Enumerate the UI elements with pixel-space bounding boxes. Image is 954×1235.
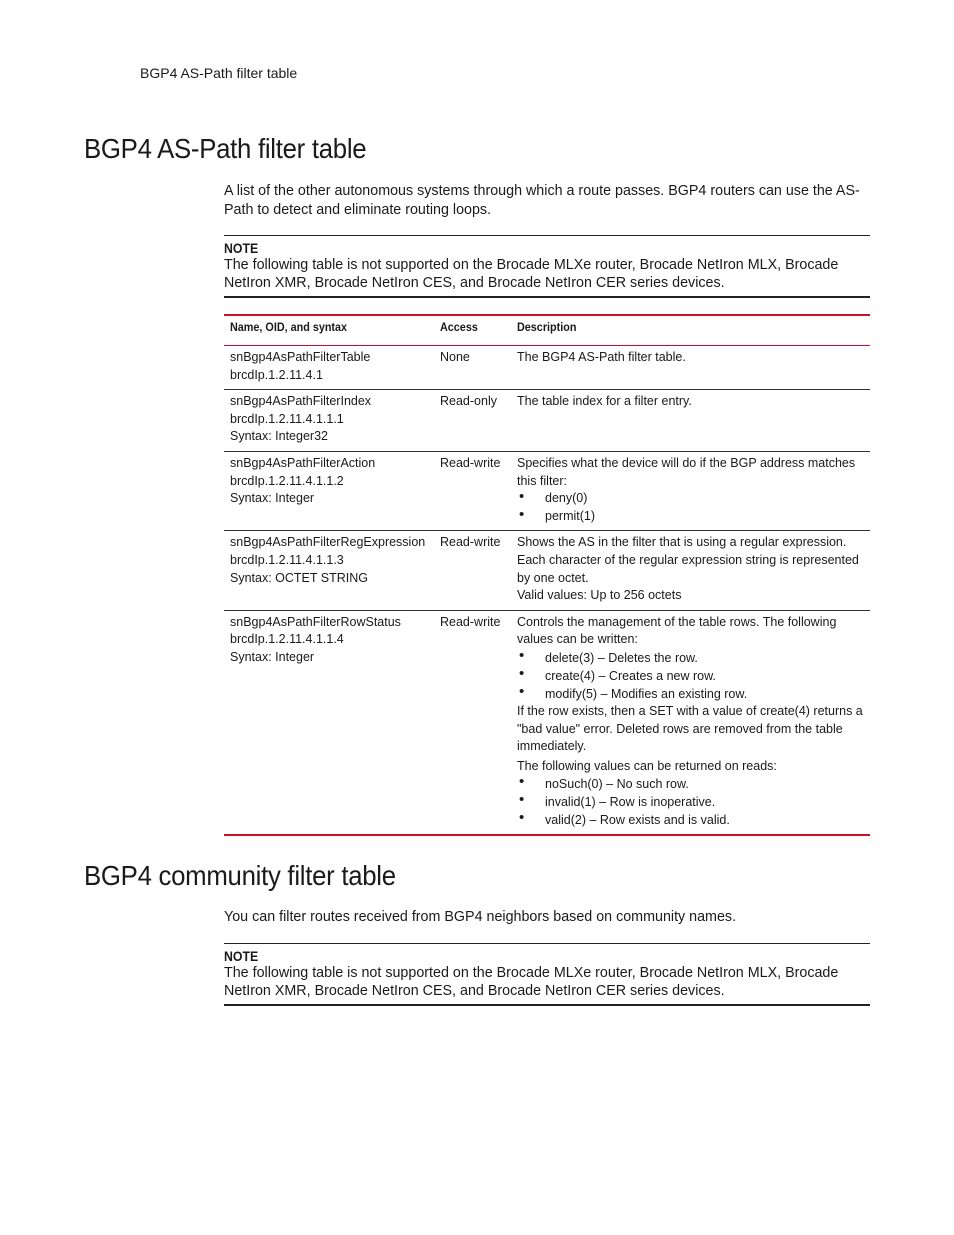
header-description: Description bbox=[511, 315, 870, 346]
table-row bbox=[224, 610, 870, 835]
as-path-filter-table bbox=[224, 314, 870, 836]
list-item: • delete(3) – Deletes the row. bbox=[517, 649, 864, 667]
cell-access: Read-write bbox=[434, 451, 511, 530]
object-name: snBgp4AsPathFilterRegExpression bbox=[230, 535, 426, 550]
section-intro-as-path: A list of the other autonomous systems through which a route passes. BGP4 routers can use the AS-Path to detect and eliminate routing loops. bbox=[224, 183, 860, 218]
table-row bbox=[224, 531, 870, 610]
cell-description bbox=[511, 451, 870, 530]
header-access: Access bbox=[434, 315, 511, 346]
cell-name bbox=[224, 531, 434, 610]
object-syntax: Syntax: Integer bbox=[230, 649, 315, 664]
note-block-community bbox=[224, 943, 870, 1006]
object-oid: brcdIp.1.2.11.4.1.1.3 bbox=[230, 552, 344, 567]
object-syntax: Syntax: OCTET STRING bbox=[230, 570, 368, 585]
cell-description bbox=[511, 346, 870, 390]
cell-access: None bbox=[434, 346, 511, 390]
running-header: BGP4 AS-Path filter table bbox=[140, 65, 298, 81]
cell-description bbox=[511, 390, 870, 452]
object-name: snBgp4AsPathFilterIndex bbox=[230, 394, 372, 409]
description-text: Controls the management of the table rows. The following values can be written: bbox=[517, 614, 837, 647]
object-name: snBgp4AsPathFilterAction bbox=[230, 455, 376, 470]
object-syntax: Syntax: Integer32 bbox=[230, 429, 328, 444]
object-oid: brcdIp.1.2.11.4.1.1.2 bbox=[230, 473, 344, 488]
object-oid: brcdIp.1.2.11.4.1 bbox=[230, 367, 323, 382]
description-text: Specifies what the device will do if the BGP address matches this filter: bbox=[517, 455, 856, 488]
list-item: • create(4) – Creates a new row. bbox=[517, 667, 864, 685]
description-text: Shows the AS in the filter that is using a regular expression. Each character of the regular expression string is represented by one octet. bbox=[517, 535, 859, 585]
section-title-as-path: BGP4 AS-Path filter table bbox=[84, 133, 367, 164]
description-text: Valid values: Up to 256 octets bbox=[517, 588, 682, 603]
object-name: snBgp4AsPathFilterRowStatus bbox=[230, 614, 401, 629]
note-block-as-path bbox=[224, 235, 870, 298]
note-label: NOTE bbox=[224, 240, 259, 256]
section-title-community: BGP4 community filter table bbox=[84, 860, 396, 891]
object-oid: brcdIp.1.2.11.4.1.1.4 bbox=[230, 632, 344, 647]
cell-access: Read-write bbox=[434, 531, 511, 610]
table-row bbox=[224, 346, 870, 390]
table-row bbox=[224, 451, 870, 530]
list-item: • invalid(1) – Row is inoperative. bbox=[517, 793, 864, 811]
description-text: If the row exists, then a SET with a value of create(4) returns a "bad value" error. Deleted rows are removed from the table immediately. bbox=[517, 703, 863, 754]
cell-access: Read-only bbox=[434, 390, 511, 452]
description-text: The following values can be returned on reads: bbox=[517, 758, 777, 773]
table-row bbox=[224, 390, 870, 452]
note-label: NOTE bbox=[224, 948, 259, 964]
value-list bbox=[517, 649, 864, 703]
description-text: The BGP4 AS-Path filter table. bbox=[517, 350, 686, 364]
list-item: • valid(2) – Row exists and is valid. bbox=[517, 811, 864, 829]
description-text: The table index for a filter entry. bbox=[517, 394, 692, 409]
cell-name bbox=[224, 610, 434, 835]
value-list bbox=[517, 775, 864, 829]
value-list bbox=[517, 490, 864, 525]
list-item: • permit(1) bbox=[517, 508, 864, 526]
cell-access: Read-write bbox=[440, 614, 501, 629]
table-header-row bbox=[224, 315, 870, 346]
header-name: Name, OID, and syntax bbox=[224, 315, 434, 346]
note-text: The following table is not supported on the Brocade MLXe router, Brocade NetIron MLX, Brocade NetIron XMR, Brocade NetIron CES, and Brocade NetIron CER series devices. bbox=[224, 965, 839, 999]
object-name: snBgp4AsPathFilterTable bbox=[230, 350, 371, 364]
object-syntax: Syntax: Integer bbox=[230, 491, 315, 506]
object-oid: brcdIp.1.2.11.4.1.1.1 bbox=[230, 411, 344, 426]
cell-name bbox=[224, 346, 434, 390]
list-item: • noSuch(0) – No such row. bbox=[517, 775, 864, 793]
cell-description bbox=[511, 610, 870, 835]
cell-description bbox=[511, 531, 870, 610]
cell-name bbox=[224, 451, 434, 530]
section-intro-community: You can filter routes received from BGP4 neighbors based on community names. bbox=[224, 909, 737, 925]
cell-name bbox=[224, 390, 434, 452]
list-item: • deny(0) bbox=[517, 490, 864, 508]
list-item: • modify(5) – Modifies an existing row. bbox=[517, 685, 864, 703]
note-text: The following table is not supported on the Brocade MLXe router, Brocade NetIron MLX, Brocade NetIron XMR, Brocade NetIron CES, and Brocade NetIron CER series devices. bbox=[224, 257, 839, 291]
